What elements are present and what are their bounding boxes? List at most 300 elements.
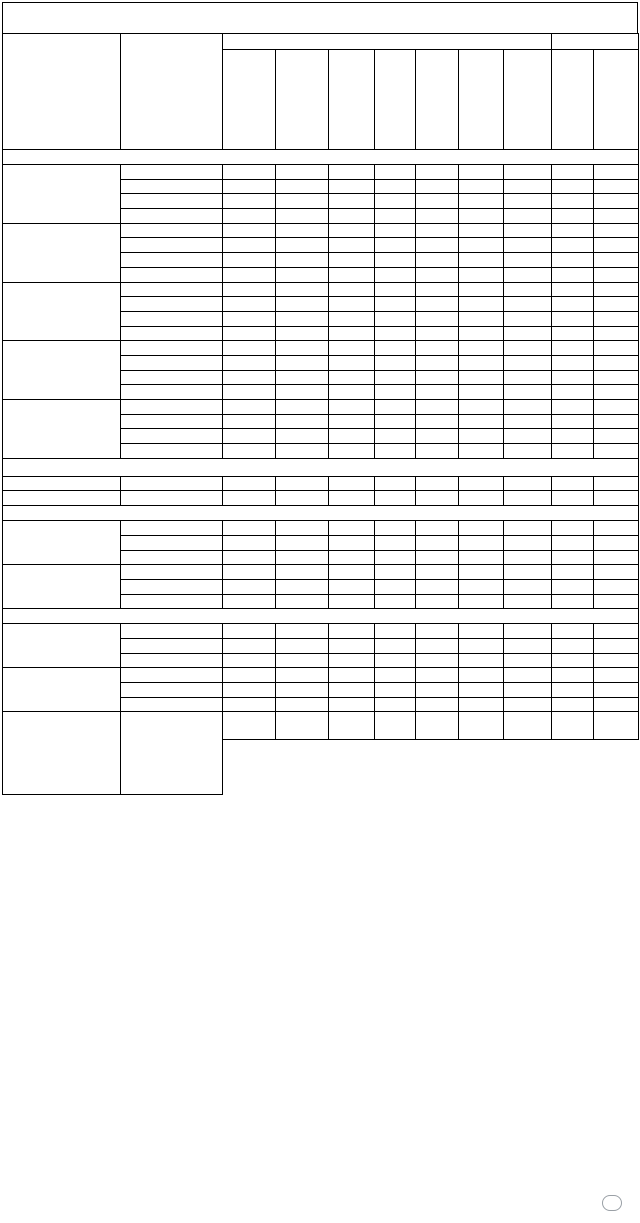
value-cell: [504, 491, 552, 506]
value-cell: [594, 253, 639, 268]
value-cell: [459, 624, 504, 639]
value-cell: [416, 341, 459, 356]
value-cell: [459, 223, 504, 238]
value-cell: [504, 476, 552, 491]
table-title: [2, 2, 638, 33]
voltage-cell: [121, 429, 223, 444]
value-cell: [416, 209, 459, 224]
value-cell: [223, 282, 276, 297]
value-cell: [459, 638, 504, 653]
value-cell: [504, 638, 552, 653]
value-cell: [416, 683, 459, 698]
header-total: [504, 50, 552, 150]
value-cell: [223, 385, 276, 400]
value-cell: [594, 683, 639, 698]
value-cell: [375, 550, 416, 565]
value-cell: [504, 311, 552, 326]
voltage-cell: [121, 194, 223, 209]
value-cell: [223, 550, 276, 565]
value-cell: [459, 594, 504, 609]
value-cell: [504, 282, 552, 297]
value-cell: [504, 683, 552, 698]
value-cell: [416, 712, 459, 740]
value-cell: [276, 370, 329, 385]
value-cell: [329, 326, 375, 341]
value-cell: [552, 712, 594, 740]
value-cell: [276, 444, 329, 459]
category-label: [3, 341, 121, 400]
voltage-cell: [121, 209, 223, 224]
value-cell: [459, 311, 504, 326]
header-category: [3, 34, 121, 150]
table-row: [3, 476, 639, 491]
value-cell: [329, 712, 375, 740]
value-cell: [459, 282, 504, 297]
value-cell: [416, 638, 459, 653]
value-cell: [459, 712, 504, 740]
value-cell: [459, 429, 504, 444]
value-cell: [223, 267, 276, 282]
value-cell: [594, 535, 639, 550]
category-label: [3, 521, 121, 565]
value-cell: [594, 697, 639, 712]
value-cell: [223, 414, 276, 429]
value-cell: [594, 165, 639, 180]
value-cell: [375, 429, 416, 444]
value-cell: [329, 624, 375, 639]
value-cell: [594, 209, 639, 224]
value-cell: [223, 579, 276, 594]
value-cell: [223, 668, 276, 683]
value-cell: [504, 429, 552, 444]
value-cell: [416, 282, 459, 297]
value-cell: [329, 579, 375, 594]
voltage-cell: [121, 565, 223, 580]
value-cell: [223, 209, 276, 224]
value-cell: [459, 297, 504, 312]
value-cell: [223, 683, 276, 698]
value-cell: [276, 683, 329, 698]
value-cell: [375, 194, 416, 209]
voltage-cell: [121, 668, 223, 683]
value-cell: [223, 400, 276, 415]
value-cell: [504, 668, 552, 683]
section-heading: [3, 506, 639, 521]
value-cell: [329, 194, 375, 209]
value-cell: [375, 223, 416, 238]
value-cell: [552, 579, 594, 594]
value-cell: [375, 297, 416, 312]
value-cell: [329, 311, 375, 326]
table-row: [3, 521, 639, 536]
voltage-cell: [121, 385, 223, 400]
value-cell: [552, 238, 594, 253]
header-reservoir-fund: [416, 50, 459, 150]
value-cell: [504, 521, 552, 536]
header-energy-price: [223, 34, 552, 50]
value-cell: [459, 238, 504, 253]
value-cell: [416, 194, 459, 209]
value-cell: [459, 565, 504, 580]
value-cell: [276, 594, 329, 609]
value-cell: [416, 179, 459, 194]
category-label: [3, 400, 121, 459]
value-cell: [375, 579, 416, 594]
value-cell: [552, 594, 594, 609]
value-cell: [375, 355, 416, 370]
value-cell: [594, 414, 639, 429]
value-cell: [416, 579, 459, 594]
value-cell: [552, 355, 594, 370]
value-cell: [329, 165, 375, 180]
value-cell: [594, 267, 639, 282]
value-cell: [504, 653, 552, 668]
value-cell: [504, 267, 552, 282]
voltage-cell: [121, 624, 223, 639]
header-renewable: [375, 50, 416, 150]
value-cell: [594, 179, 639, 194]
value-cell: [276, 521, 329, 536]
value-cell: [416, 165, 459, 180]
voltage-cell: [121, 311, 223, 326]
value-cell: [504, 297, 552, 312]
value-cell: [276, 267, 329, 282]
value-cell: [552, 400, 594, 415]
value-cell: [416, 253, 459, 268]
value-cell: [375, 165, 416, 180]
value-cell: [375, 697, 416, 712]
table-row: [3, 223, 639, 238]
value-cell: [276, 311, 329, 326]
value-cell: [504, 385, 552, 400]
value-cell: [223, 238, 276, 253]
value-cell: [416, 565, 459, 580]
value-cell: [375, 209, 416, 224]
value-cell: [459, 400, 504, 415]
value-cell: [223, 355, 276, 370]
value-cell: [276, 535, 329, 550]
voltage-cell: [121, 594, 223, 609]
voltage-cell: [121, 653, 223, 668]
table-row: [3, 609, 639, 624]
value-cell: [594, 326, 639, 341]
table-row: [3, 282, 639, 297]
value-cell: [459, 491, 504, 506]
value-cell: [276, 550, 329, 565]
value-cell: [223, 297, 276, 312]
value-cell: [594, 624, 639, 639]
value-cell: [276, 223, 329, 238]
value-cell: [416, 624, 459, 639]
table-row: [3, 506, 639, 521]
voltage-cell: [121, 400, 223, 415]
value-cell: [375, 683, 416, 698]
value-cell: [375, 535, 416, 550]
header-transformer: [594, 50, 639, 150]
value-cell: [375, 653, 416, 668]
value-cell: [459, 444, 504, 459]
value-cell: [416, 400, 459, 415]
value-cell: [329, 653, 375, 668]
value-cell: [416, 429, 459, 444]
category-label: [3, 282, 121, 341]
table-row: [3, 400, 639, 415]
value-cell: [276, 429, 329, 444]
value-cell: [459, 385, 504, 400]
value-cell: [504, 253, 552, 268]
value-cell: [375, 326, 416, 341]
value-cell: [504, 414, 552, 429]
value-cell: [459, 194, 504, 209]
value-cell: [459, 476, 504, 491]
voltage-cell: [121, 491, 223, 506]
value-cell: [375, 476, 416, 491]
value-cell: [459, 253, 504, 268]
value-cell: [552, 638, 594, 653]
value-cell: [594, 297, 639, 312]
railway-name: [3, 491, 121, 506]
value-cell: [329, 429, 375, 444]
value-cell: [552, 267, 594, 282]
header-max-demand: [552, 50, 594, 150]
price-sheet: [2, 2, 638, 797]
value-cell: [552, 444, 594, 459]
voltage-cell: [121, 521, 223, 536]
value-cell: [276, 297, 329, 312]
value-cell: [223, 535, 276, 550]
value-cell: [504, 238, 552, 253]
value-cell: [594, 491, 639, 506]
value-cell: [594, 444, 639, 459]
value-cell: [504, 697, 552, 712]
table-row: [3, 668, 639, 683]
value-cell: [552, 429, 594, 444]
value-cell: [329, 385, 375, 400]
value-cell: [223, 594, 276, 609]
value-cell: [416, 370, 459, 385]
value-cell: [276, 476, 329, 491]
value-cell: [552, 521, 594, 536]
value-cell: [552, 565, 594, 580]
value-cell: [552, 209, 594, 224]
value-cell: [416, 414, 459, 429]
value-cell: [552, 668, 594, 683]
section-heading: [3, 150, 639, 165]
value-cell: [375, 341, 416, 356]
value-cell: [276, 282, 329, 297]
value-cell: [552, 683, 594, 698]
value-cell: [552, 370, 594, 385]
value-cell: [276, 341, 329, 356]
voltage-cell: [121, 253, 223, 268]
value-cell: [375, 238, 416, 253]
voltage-cell: [121, 297, 223, 312]
table-row: [3, 150, 639, 165]
value-cell: [504, 400, 552, 415]
value-cell: [375, 712, 416, 740]
value-cell: [459, 579, 504, 594]
value-cell: [594, 668, 639, 683]
category-label: [3, 668, 121, 712]
table-row: [3, 712, 639, 740]
value-cell: [552, 179, 594, 194]
value-cell: [504, 550, 552, 565]
value-cell: [375, 385, 416, 400]
value-cell: [223, 429, 276, 444]
value-cell: [504, 194, 552, 209]
value-cell: [552, 165, 594, 180]
category-label: [3, 223, 121, 282]
header-local-reservoir: [459, 50, 504, 150]
value-cell: [552, 385, 594, 400]
value-cell: [594, 638, 639, 653]
value-cell: [594, 341, 639, 356]
voltage-cell: [121, 341, 223, 356]
value-cell: [276, 624, 329, 639]
value-cell: [223, 311, 276, 326]
value-cell: [594, 565, 639, 580]
value-cell: [459, 414, 504, 429]
watermark: [602, 1195, 626, 1211]
value-cell: [276, 326, 329, 341]
value-cell: [552, 326, 594, 341]
value-cell: [276, 653, 329, 668]
voltage-cell: [121, 683, 223, 698]
value-cell: [329, 282, 375, 297]
value-cell: [416, 444, 459, 459]
value-cell: [552, 414, 594, 429]
value-cell: [223, 624, 276, 639]
value-cell: [459, 341, 504, 356]
value-cell: [329, 238, 375, 253]
value-cell: [375, 594, 416, 609]
value-cell: [276, 414, 329, 429]
value-cell: [552, 282, 594, 297]
value-cell: [276, 668, 329, 683]
value-cell: [329, 267, 375, 282]
value-cell: [552, 653, 594, 668]
value-cell: [223, 697, 276, 712]
value-cell: [276, 491, 329, 506]
value-cell: [416, 223, 459, 238]
voltage-cell: [121, 223, 223, 238]
header-net: [223, 50, 276, 150]
value-cell: [276, 579, 329, 594]
voltage-cell: [121, 638, 223, 653]
value-cell: [276, 565, 329, 580]
category-label: [3, 165, 121, 224]
category-label: [3, 624, 121, 668]
value-cell: [459, 668, 504, 683]
voltage-cell: [121, 355, 223, 370]
value-cell: [416, 297, 459, 312]
value-cell: [329, 414, 375, 429]
value-cell: [552, 697, 594, 712]
category-label: [121, 712, 223, 795]
value-cell: [594, 370, 639, 385]
voltage-cell: [121, 697, 223, 712]
value-cell: [552, 253, 594, 268]
value-cell: [459, 165, 504, 180]
value-cell: [329, 400, 375, 415]
value-cell: [223, 179, 276, 194]
value-cell: [504, 712, 552, 740]
value-cell: [375, 444, 416, 459]
value-cell: [223, 370, 276, 385]
value-cell: [416, 326, 459, 341]
value-cell: [375, 253, 416, 268]
value-cell: [594, 194, 639, 209]
value-cell: [594, 550, 639, 565]
value-cell: [416, 697, 459, 712]
value-cell: [459, 209, 504, 224]
value-cell: [223, 638, 276, 653]
value-cell: [552, 223, 594, 238]
value-cell: [329, 355, 375, 370]
value-cell: [329, 341, 375, 356]
value-cell: [329, 697, 375, 712]
table-row: [3, 491, 639, 506]
voltage-cell: [121, 179, 223, 194]
category-label: [3, 565, 121, 609]
value-cell: [459, 535, 504, 550]
category-label: [3, 458, 639, 476]
value-cell: [329, 521, 375, 536]
value-cell: [276, 194, 329, 209]
value-cell: [416, 521, 459, 536]
value-cell: [459, 683, 504, 698]
value-cell: [329, 223, 375, 238]
voltage-cell: [121, 579, 223, 594]
value-cell: [329, 638, 375, 653]
value-cell: [416, 311, 459, 326]
value-cell: [329, 565, 375, 580]
value-cell: [594, 476, 639, 491]
value-cell: [594, 223, 639, 238]
table-row: [3, 624, 639, 639]
value-cell: [375, 624, 416, 639]
voltage-cell: [121, 370, 223, 385]
table-body: [3, 150, 639, 795]
railway-name: [3, 476, 121, 491]
value-cell: [459, 179, 504, 194]
value-cell: [594, 385, 639, 400]
value-cell: [375, 414, 416, 429]
value-cell: [329, 594, 375, 609]
value-cell: [329, 370, 375, 385]
value-cell: [276, 238, 329, 253]
value-cell: [223, 521, 276, 536]
value-cell: [329, 535, 375, 550]
value-cell: [223, 341, 276, 356]
value-cell: [504, 223, 552, 238]
value-cell: [329, 444, 375, 459]
value-cell: [594, 429, 639, 444]
value-cell: [416, 238, 459, 253]
value-cell: [223, 253, 276, 268]
value-cell: [594, 579, 639, 594]
value-cell: [504, 341, 552, 356]
voltage-cell: [121, 238, 223, 253]
value-cell: [594, 653, 639, 668]
value-cell: [329, 297, 375, 312]
value-cell: [223, 491, 276, 506]
value-cell: [375, 668, 416, 683]
table-row: [3, 165, 639, 180]
value-cell: [375, 179, 416, 194]
value-cell: [416, 355, 459, 370]
value-cell: [276, 385, 329, 400]
